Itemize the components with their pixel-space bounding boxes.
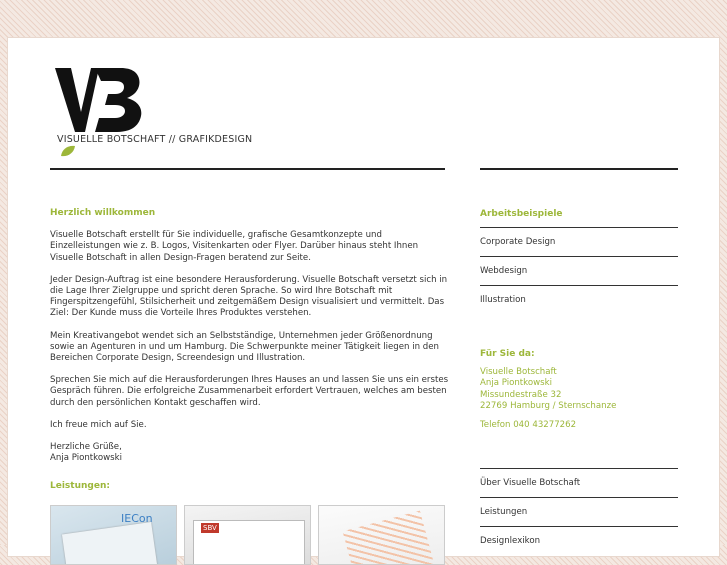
contact-person: Anja Piontkowski — [480, 378, 552, 389]
vb-logo-mark — [55, 68, 145, 132]
closing-signature: Anja Piontkowski — [50, 453, 122, 464]
header-divider-left — [50, 168, 445, 170]
main-content — [50, 208, 450, 504]
contact-phone[interactable]: Telefon 040 43277262 — [480, 420, 577, 431]
services-heading: Leistungen: — [50, 481, 110, 492]
sidebar-item-webdesign[interactable]: Webdesign — [480, 256, 678, 285]
service-thumbnail[interactable] — [50, 505, 177, 565]
sidebar-item-illustration[interactable]: Illustration — [480, 285, 678, 314]
welcome-heading: Herzlich willkommen — [50, 208, 156, 218]
service-thumbnail[interactable] — [318, 505, 445, 565]
contact-block — [480, 349, 678, 431]
site-logo[interactable] — [55, 68, 265, 148]
contact-heading: Für Sie da: — [480, 349, 535, 359]
work-heading: Arbeitsbeispiele — [480, 209, 563, 219]
services-thumbnails — [50, 505, 445, 565]
thumbnail-paper — [62, 522, 158, 565]
logo-tagline — [57, 134, 252, 157]
page-card — [7, 37, 720, 557]
contact-street: Missundestraße 32 — [480, 389, 562, 400]
header-divider-right — [480, 168, 678, 170]
sidebar-work — [480, 208, 678, 314]
challenge-paragraph: Jeder Design-Auftrag ist eine besondere Herausforderung. Visuelle Botschaft versetzt sich in die Lage Ihrer Zielgruppe und spricht deren Sprache. So wird Ihre Botschaft mit Fingerspitzengefühl, Stilsicherheit und zeitgemäßem Design visualisiert und vermittelt. Das Ziel: Der Kunde muss die Vorteile Ihres Produktes verstehen. — [50, 274, 448, 319]
service-thumbnail[interactable] — [184, 505, 311, 565]
sidebar-item-services[interactable]: Leistungen — [480, 497, 678, 526]
closing — [50, 442, 450, 464]
thumbnail-label: IECon — [121, 512, 153, 525]
leaf-icon — [60, 145, 76, 157]
contact-company: Visuelle Botschaft — [480, 367, 557, 378]
sidebar-item-about[interactable]: Über Visuelle Botschaft — [480, 468, 678, 497]
contact-city: 22769 Hamburg / Sternschanze — [480, 400, 617, 411]
contact-invite-paragraph: Sprechen Sie mich auf die Herausforderungen Ihres Hauses an und lassen Sie uns ein erstes Gespräch führen. Die erfolgreiche Zusammenarbeit erfordert Vertrauen, welches am besten durch den persönlichen Kontakt geschaffen wird. — [50, 375, 449, 408]
thumbnail-illustration — [343, 511, 436, 565]
looking-forward-paragraph: Ich freue mich auf Sie. — [50, 419, 147, 430]
closing-greeting: Herzliche Grüße, — [50, 442, 122, 453]
tagline-text: VISUELLE BOTSCHAFT // GRAFIKDESIGN — [57, 134, 253, 145]
sidebar-item-corporate-design[interactable]: Corporate Design — [480, 227, 678, 256]
sidebar-item-design-glossary[interactable]: Designlexikon — [480, 526, 678, 555]
sidebar-info — [480, 468, 678, 555]
thumbnail-label: SBV — [203, 524, 217, 532]
audience-paragraph: Mein Kreativangebot wendet sich an Selbstständige, Unternehmen jeder Größenordnung sowie an Agenturen in und um Hamburg. Die Schwerpunkte meiner Tätigkeit liegen in den Bereichen Corporate Design, Screendesign und Illustration. — [50, 330, 439, 364]
intro-paragraph: Visuelle Botschaft erstellt für Sie individuelle, grafische Gesamtkonzepte und Einzelleistungen wie z. B. Logos, Visitenkarten oder Flyer. Darüber hinaus steht Ihnen Visuelle Botschaft in allen Design-Fragen beratend zur Seite. — [50, 230, 419, 263]
